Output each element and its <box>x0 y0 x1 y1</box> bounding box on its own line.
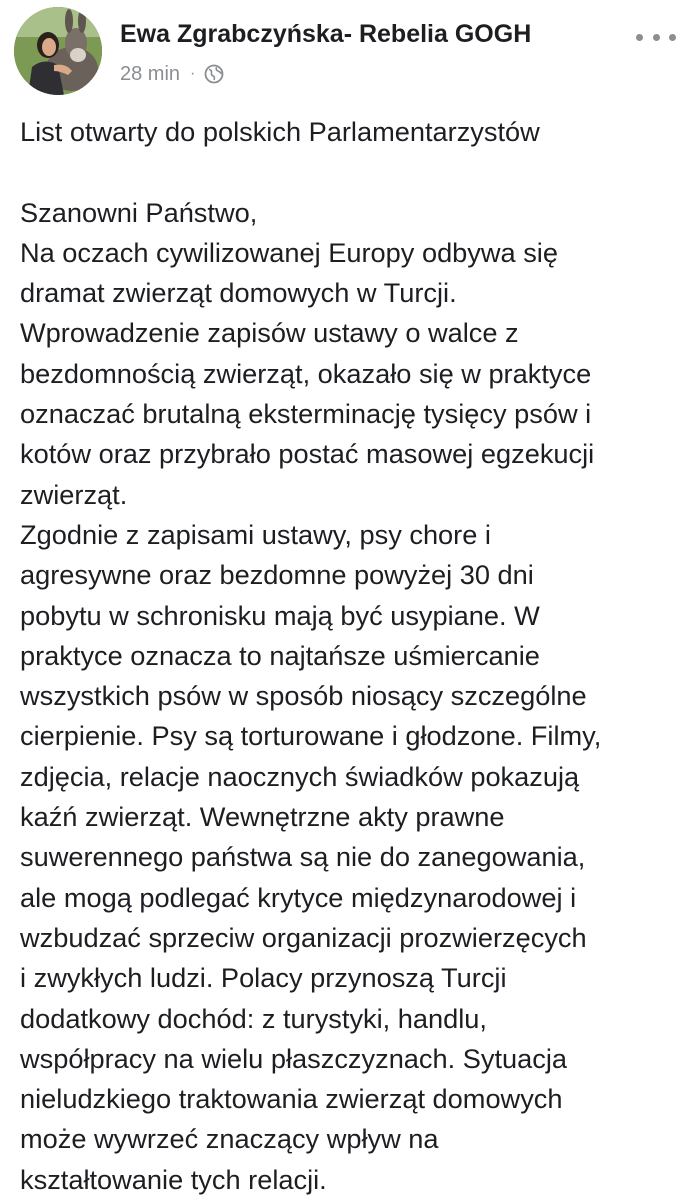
author-name[interactable]: Ewa Zgrabczyńska- Rebelia GOGH <box>120 20 532 48</box>
paragraph-spacer <box>20 152 680 192</box>
post-line: Zgodnie z zapisami ustawy, psy chore i <box>20 518 491 550</box>
post-line: i zwykłych ludzi. Polacy przynoszą Turcji <box>20 962 507 994</box>
post-line: zdjęcia, relacje naocznych świadków pokazują <box>20 760 580 792</box>
more-dot <box>669 34 676 41</box>
more-options-icon[interactable] <box>636 26 676 48</box>
post-body <box>20 112 680 1200</box>
post-meta <box>120 61 224 87</box>
post-line: dodatkowy dochód: z turystyki, handlu, <box>20 1002 487 1034</box>
author-avatar[interactable] <box>14 7 102 95</box>
post-line: współpracy na wielu płaszczyznach. Sytuacja <box>20 1042 568 1074</box>
post-line: agresywne oraz bezdomne powyżej 30 dni <box>20 559 534 591</box>
post-line: bezdomnością zwierząt, okazało się w praktyce <box>20 357 592 389</box>
post-line: dramat zwierząt domowych w Turcji. <box>20 277 457 309</box>
post-line: wszystkich psów w sposób niosący szczególne <box>20 680 587 712</box>
more-dot <box>636 34 643 41</box>
post-line: suwerennego państwa są nie do zanegowania, <box>20 841 586 873</box>
post-header <box>0 0 685 100</box>
post-line: pobytu w schronisku mają być usypiane. W <box>20 599 540 631</box>
post-line: kształtowanie tych relacji. <box>20 1163 327 1195</box>
post-line: może wywrzeć znaczący wpływ na <box>20 1123 439 1155</box>
globe-icon[interactable] <box>204 64 224 84</box>
post-line: Szanowni Państwo, <box>20 196 258 228</box>
meta-separator: · <box>190 65 196 82</box>
post-line: nieludzkiego traktowania zwierząt domowych <box>20 1083 563 1115</box>
post-line: wzbudzać sprzeciw organizacji prozwierzęcych <box>20 921 587 953</box>
post-title-line: List otwarty do polskich Parlamentarzystów <box>20 116 540 147</box>
post-line: ale mogą podlegać krytyce międzynarodowej i <box>20 881 577 913</box>
post-line: Na oczach cywilizowanej Europy odbywa się <box>20 236 558 268</box>
post-line: Wprowadzenie zapisów ustawy o walce z <box>20 317 519 349</box>
post-line: cierpienie. Psy są torturowane i głodzone. Filmy, <box>20 720 602 752</box>
post-line: zwierząt. <box>20 478 128 510</box>
post-timestamp[interactable]: 28 min <box>120 62 181 85</box>
post-line: praktyce oznacza to najtańsze uśmiercanie <box>20 639 540 671</box>
post-line: oznaczać brutalną eksterminację tysięcy psów i <box>20 398 592 430</box>
post-line: kotów oraz przybrało postać masowej egzekucji <box>20 438 595 470</box>
more-dot <box>653 34 660 41</box>
post-line: kaźń zwierząt. Wewnętrzne akty prawne <box>20 801 505 833</box>
avatar-photo <box>14 7 102 95</box>
